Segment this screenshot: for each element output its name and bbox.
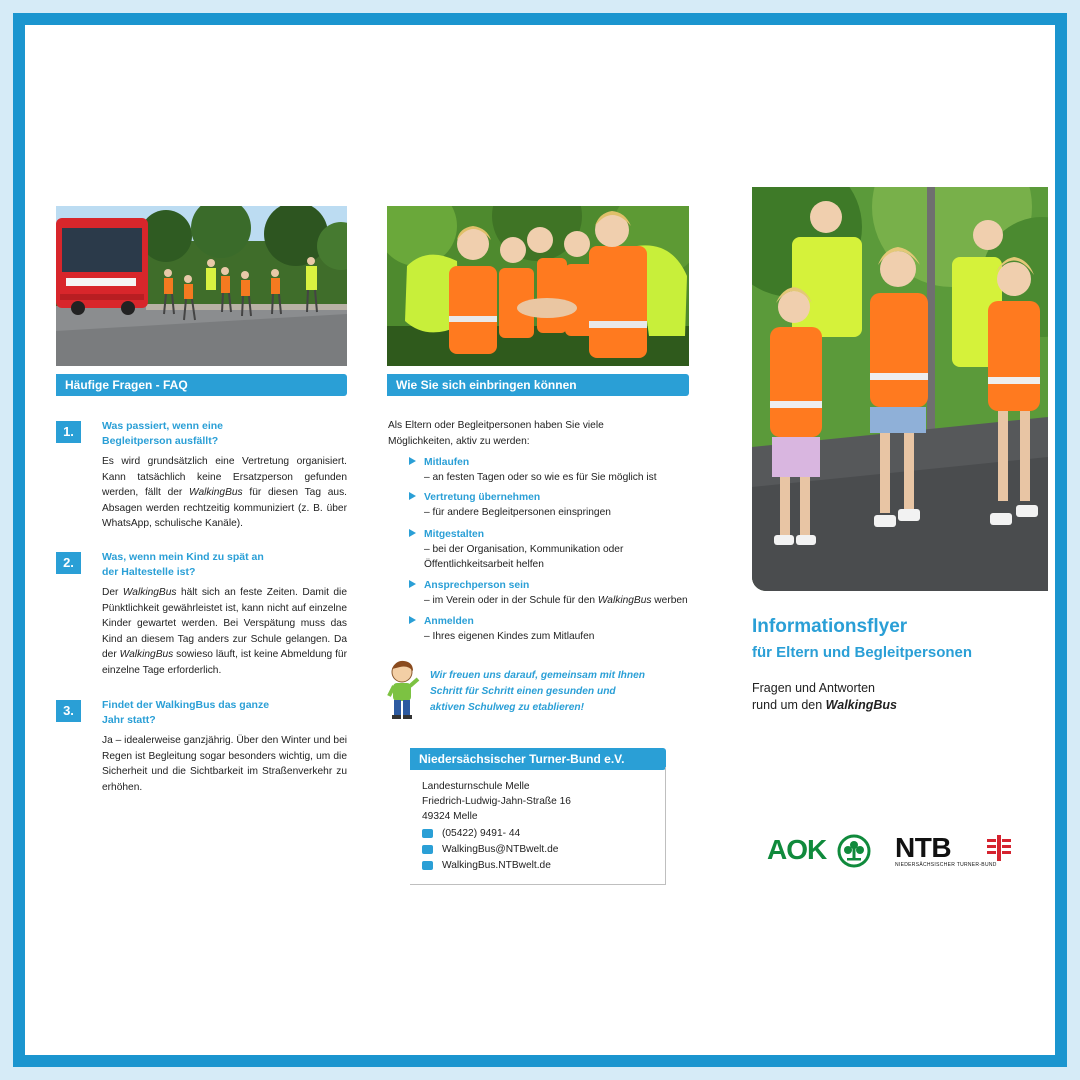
faq-header-bar: Häufige Fragen - FAQ [56, 374, 347, 396]
child-mascot-icon [386, 659, 420, 721]
photo-cover-walkingbus-group [752, 187, 1048, 591]
option-vertretung: Vertretung übernehmen – für andere Begleitpersonen einspringen [424, 490, 611, 520]
cover-description: Fragen und Antworten rund um den WalkingBus [752, 681, 897, 712]
faq-answer-3: Ja – idealerweise ganzjährig. Über den Winter und bei Regen ist Begleitung sogar besonders wichtig, um die Sicherheit und die Sichtbarkeit im Straßenverkehr zu erhöhen. [102, 735, 347, 793]
faq-question-1: Was passiert, wenn eine Begleitperson ausfällt? [102, 420, 223, 447]
ntb-logo: NTB NIEDERSÄCHSISCHER TURNER-BUND [895, 832, 1020, 872]
faq-number-1: 1. [56, 421, 81, 443]
cover-title: Informationsflyer [752, 616, 908, 637]
walkingbus-brand: WalkingBus [825, 698, 897, 712]
contact-web[interactable]: WalkingBus.NTBwelt.de [442, 860, 551, 871]
phone-icon [422, 829, 433, 838]
faq-question-2: Was, wenn mein Kind zu spät an der Haltestelle ist? [102, 551, 264, 578]
contact-phone: (05422) 9491- 44 [442, 828, 521, 839]
bullet-arrow-icon [409, 580, 416, 588]
faq-answer-1: Es wird grundsätzlich eine Vertretung organisiert. Kann tatsächlich keine Ersatzperson gefunden werden, fällt der WalkingBus für diesen Tag aus. Absagen werden rechtzeitig kommuniziert (z. B. über WhatsApp, schulische Kanäle). [102, 456, 347, 530]
option-anmelden: Anmelden – Ihres eigenen Kindes zum Mitlaufen [424, 614, 594, 644]
aok-logo: AOK [767, 832, 877, 870]
cover-subtitle: für Eltern und Begleitpersonen [752, 644, 973, 661]
contact-email[interactable]: WalkingBus@NTBwelt.de [442, 844, 559, 855]
bullet-arrow-icon [409, 616, 416, 624]
engage-header-bar: Wie Sie sich einbringen können [387, 374, 689, 396]
contact-line-3: 49324 Melle [422, 811, 478, 822]
faq-number-2: 2. [56, 552, 81, 574]
photo-walkingbus-bus [56, 206, 347, 366]
aok-tree-icon [837, 834, 871, 868]
bullet-arrow-icon [409, 529, 416, 537]
faq-question-3: Findet der WalkingBus das ganze Jahr statt? [102, 699, 270, 726]
contact-box [410, 767, 666, 885]
engage-quote: Wir freuen uns darauf, gemeinsam mit Ihnen Schritt für Schritt einen gesunden und aktiven Schulweg zu etablieren! [430, 670, 646, 713]
contact-line-1: Landesturnschule Melle [422, 781, 530, 792]
bullet-arrow-icon [409, 492, 416, 500]
email-icon [422, 845, 433, 854]
option-mitgestalten: Mitgestalten – bei der Organisation, Kommunikation oder Öffentlichkeitsarbeit helfen [424, 527, 623, 572]
ntb-turner-cross-icon [987, 835, 1011, 861]
web-icon [422, 861, 433, 870]
photo-children-hands-together [387, 206, 689, 366]
option-ansprechperson: Ansprechperson sein – im Verein oder in der Schule für den WalkingBus werben [424, 578, 688, 608]
contact-header-bar: Niedersächsischer Turner-Bund e.V. [410, 748, 666, 770]
contact-line-2: Friedrich-Ludwig-Jahn-Straße 16 [422, 796, 571, 807]
option-mitlaufen: Mitlaufen – an festen Tagen oder so wie es für Sie möglich ist [424, 455, 657, 485]
bullet-arrow-icon [409, 457, 416, 465]
faq-number-3: 3. [56, 700, 81, 722]
engage-intro: Als Eltern oder Begleitpersonen haben Sie viele Möglichkeiten, aktiv zu werden: [388, 420, 604, 447]
faq-answer-2: Der WalkingBus hält sich an feste Zeiten. Damit die Pünktlichkeit gewährleistet ist, kann nicht auf einzelne Kinder gewartet werden. Bei Verspätung muss das Kind an diesem Tag anders zur Schule gelangen. Da der WalkingBus sowieso läuft, ist keine Abmeldung für einzelne Tage erforderlich. [102, 587, 347, 676]
